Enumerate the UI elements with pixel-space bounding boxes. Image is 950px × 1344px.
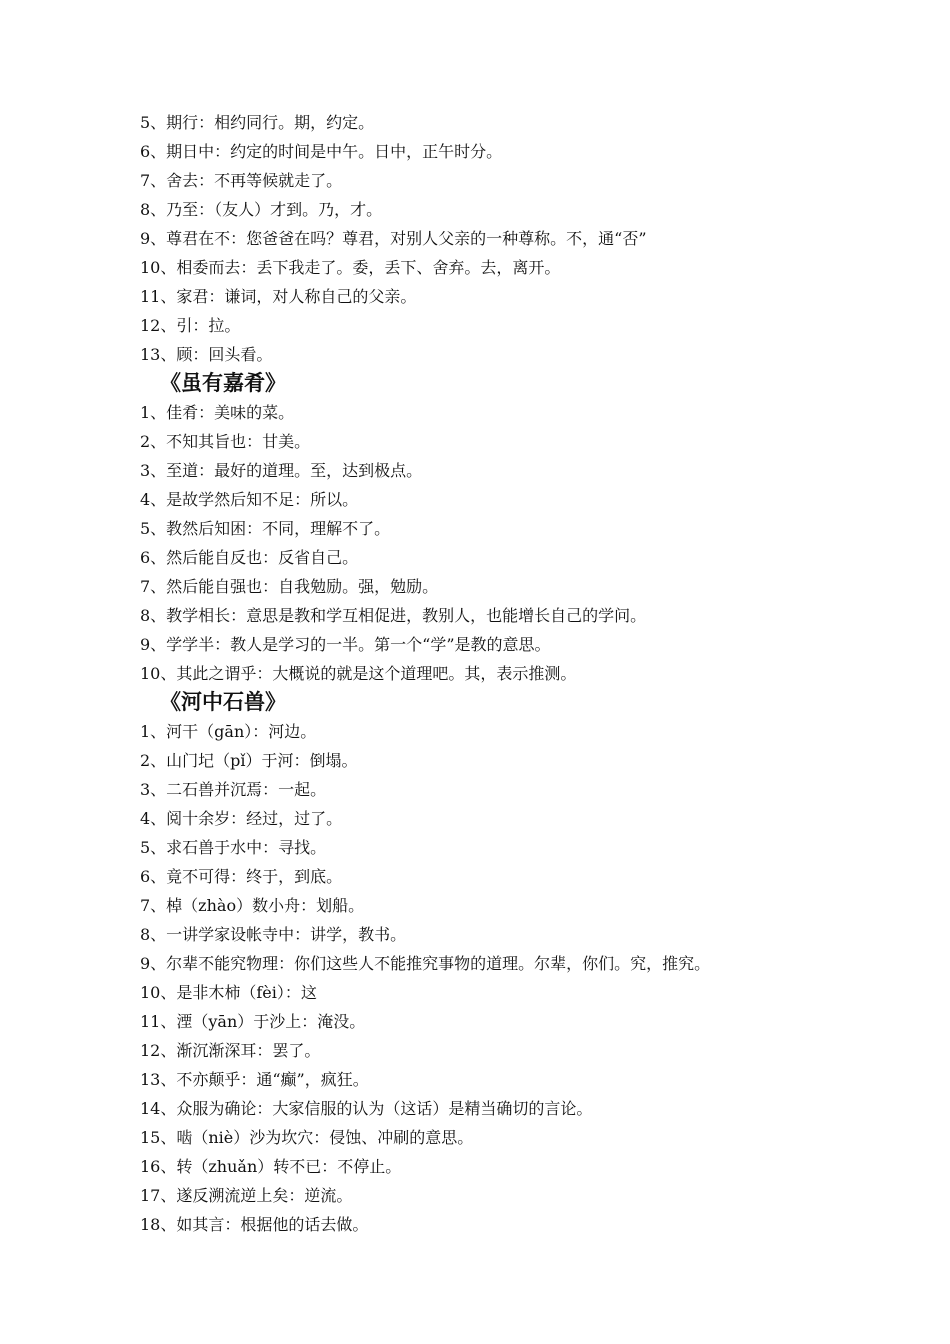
note-line: 10、相委而去：丢下我走了。委，丢下、舍弃。去，离开。 (140, 258, 561, 277)
note-line: 3、至道：最好的道理。至，达到极点。 (140, 461, 423, 480)
note-line: 8、一讲学家设帐寺中：讲学，教书。 (140, 925, 407, 944)
note-line: 8、乃至：（友人）才到。乃，才。 (140, 200, 383, 219)
note-line: 2、山门圮（pǐ）于河：倒塌。 (140, 751, 358, 770)
note-line: 13、顾：回头看。 (140, 345, 273, 364)
note-line: 5、求石兽于水中：寻找。 (140, 838, 327, 857)
note-line: 9、尊君在不：您爸爸在吗？尊君，对别人父亲的一种尊称。不，通“否” (140, 229, 647, 248)
note-line: 18、如其言：根据他的话去做。 (140, 1215, 369, 1234)
note-line: 10、是非木柿（fèi）：这 (140, 983, 317, 1002)
section-title-suiyoujiayao: 《虽有嘉肴》 (160, 371, 286, 395)
note-line: 5、期行：相约同行。期，约定。 (140, 113, 375, 132)
note-line: 1、佳肴：美味的菜。 (140, 403, 295, 422)
section-title-hezhongshishou: 《河中石兽》 (160, 690, 286, 714)
note-line: 8、教学相长：意思是教和学互相促进，教别人，也能增长自己的学问。 (140, 606, 647, 625)
note-line: 6、竟不可得：终于，到底。 (140, 867, 343, 886)
note-line: 9、学学半：教人是学习的一半。第一个“学”是教的意思。 (140, 635, 551, 654)
note-line: 7、棹（zhào）数小舟：划船。 (140, 896, 365, 915)
note-line: 11、家君：谦词，对人称自己的父亲。 (140, 287, 417, 306)
note-line: 10、其此之谓乎：大概说的就是这个道理吧。其，表示推测。 (140, 664, 577, 683)
note-line: 12、渐沉渐深耳：罢了。 (140, 1041, 321, 1060)
note-line: 6、期日中：约定的时间是中午。日中，正午时分。 (140, 142, 503, 161)
note-line: 12、引：拉。 (140, 316, 241, 335)
note-line: 13、不亦颠乎：通“癫”，疯狂。 (140, 1070, 369, 1089)
notes-content (140, 108, 930, 1239)
note-line: 7、然后能自强也：自我勉励。强，勉励。 (140, 577, 439, 596)
note-line: 5、教然后知困：不同，理解不了。 (140, 519, 391, 538)
note-line: 4、阅十余岁：经过，过了。 (140, 809, 343, 828)
note-line: 7、舍去：不再等候就走了。 (140, 171, 343, 190)
note-line: 17、遂反溯流逆上矣：逆流。 (140, 1186, 353, 1205)
note-line: 15、啮（niè）沙为坎穴：侵蚀、冲刷的意思。 (140, 1128, 474, 1147)
note-line: 14、众服为确论：大家信服的认为（这话）是精当确切的言论。 (140, 1099, 593, 1118)
note-line: 2、不知其旨也：甘美。 (140, 432, 311, 451)
note-line: 3、二石兽并沉焉：一起。 (140, 780, 327, 799)
note-line: 11、湮（yān）于沙上：淹没。 (140, 1012, 366, 1031)
note-line: 16、转（zhuǎn）转不已：不停止。 (140, 1157, 402, 1176)
note-line: 1、河干（gān）：河边。 (140, 722, 317, 741)
note-line: 4、是故学然后知不足：所以。 (140, 490, 359, 509)
note-line: 6、然后能自反也：反省自己。 (140, 548, 359, 567)
note-line: 9、尔辈不能究物理：你们这些人不能推究事物的道理。尔辈，你们。究，推究。 (140, 954, 711, 973)
